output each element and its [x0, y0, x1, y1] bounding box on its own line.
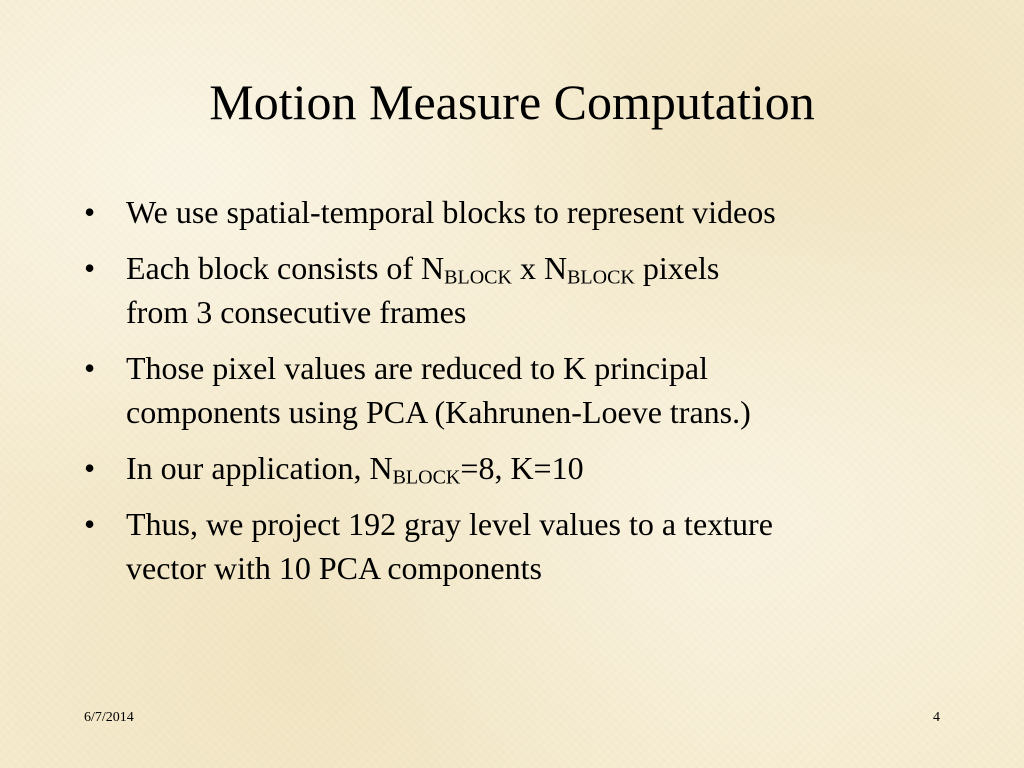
subscript-block: BLOCK: [444, 266, 512, 289]
bullet-glyph: •: [84, 350, 96, 386]
bullet-item-pca-reduction: [84, 346, 964, 434]
footer-page-number: 4: [933, 710, 940, 725]
bullet-text-part: =8, K=10: [460, 450, 584, 486]
bullet-text: We use spatial-temporal blocks to represent videos: [126, 194, 776, 230]
subscript-block: BLOCK: [567, 266, 635, 289]
bullet-text-line: Those pixel values are reduced to K principal: [126, 350, 708, 386]
footer-date: 6/7/2014: [84, 710, 134, 725]
bullet-item-block-composition: [84, 246, 964, 334]
bullet-glyph: •: [84, 450, 96, 486]
bullet-glyph: •: [84, 194, 96, 230]
bullet-text-line: vector with 10 PCA components: [126, 550, 542, 586]
bullet-text-part: In our application, N: [126, 450, 393, 486]
bullet-text-part: from 3 consecutive frames: [126, 294, 467, 330]
bullet-glyph: •: [84, 250, 96, 286]
bullet-item-application-params: [84, 446, 964, 490]
bullet-text-line: components using PCA (Kahrunen-Loeve trans.): [126, 394, 751, 430]
bullet-text-part: x N: [511, 250, 568, 286]
bullet-list: [84, 190, 964, 602]
bullet-glyph: •: [84, 506, 96, 542]
bullet-text-line: Thus, we project 192 gray level values to a texture: [126, 506, 773, 542]
subscript-block: BLOCK: [392, 466, 461, 489]
bullet-text-part: pixels: [634, 250, 720, 286]
slide-title: Motion Measure Computation: [209, 74, 815, 130]
bullet-item-spatial-temporal-blocks: [84, 190, 964, 234]
bullet-text-part: Each block consists of N: [126, 250, 445, 286]
bullet-item-projection: [84, 502, 964, 590]
